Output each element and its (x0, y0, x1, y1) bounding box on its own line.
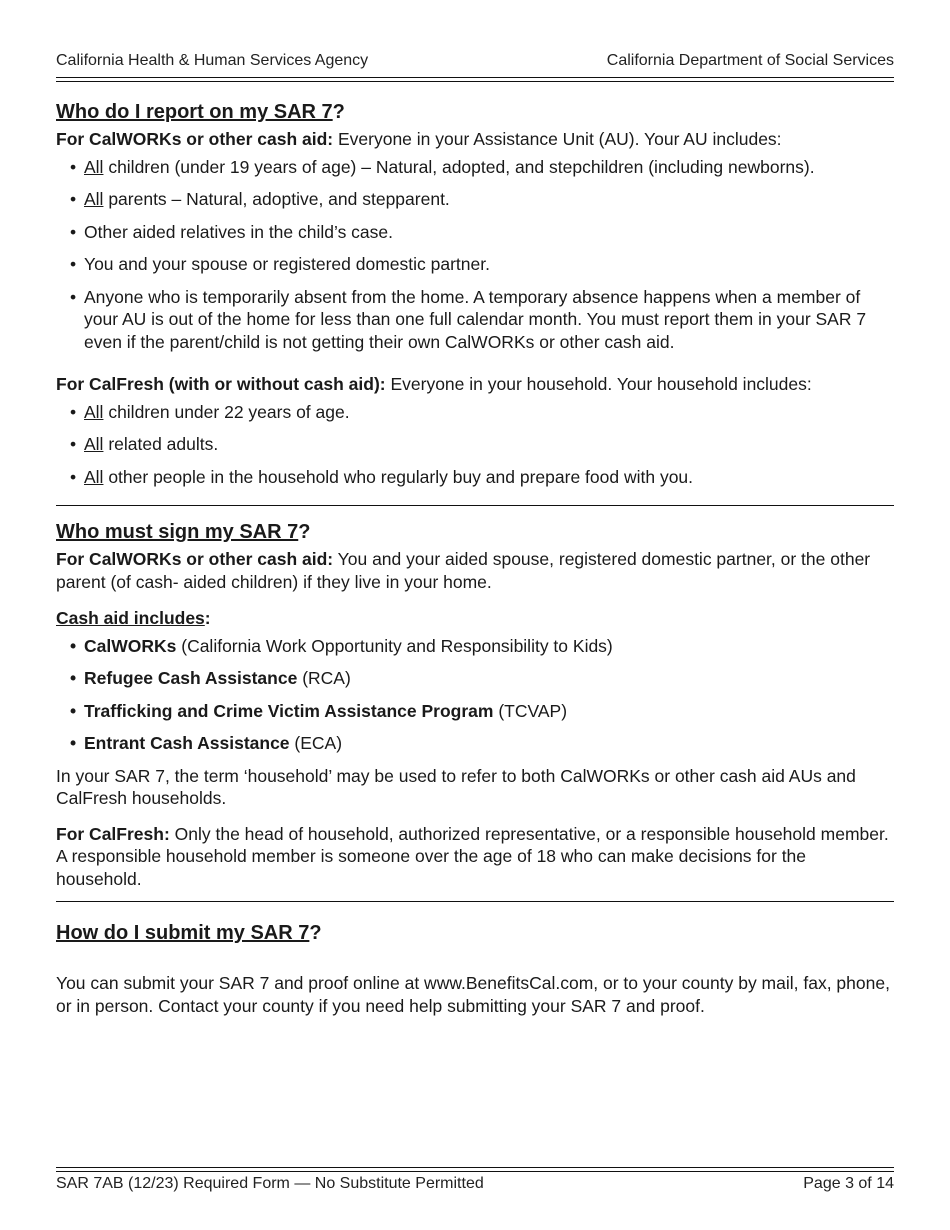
page-header (56, 52, 894, 70)
page-footer (56, 1175, 894, 1193)
report-section (56, 100, 894, 488)
submit-text: You can submit your SAR 7 and proof online at www.BenefitsCal.com, or to your county by mail, fax, phone, or in person. Contact your county if you need help submitting your SAR 7 and proof. (56, 973, 890, 1016)
submit-heading: How do I submit my SAR 7? (56, 922, 322, 944)
header-agency: California Health & Human Services Agency (56, 52, 369, 69)
report-heading: Who do I report on my SAR 7? (56, 101, 345, 123)
section-divider (56, 505, 894, 506)
list-item: • All children under 22 years of age. (56, 401, 894, 424)
footer-rule (56, 1167, 894, 1168)
list-item: • Refugee Cash Assistance (RCA) (56, 667, 894, 690)
cash-aid-includes-label: Cash aid includes: (56, 608, 211, 628)
cash-aid-programs-list (56, 635, 894, 755)
household-note: In your SAR 7, the term ‘household’ may be used to refer to both CalWORKs or other cash aid AUs and CalFresh households. (56, 765, 856, 808)
list-item: • You and your spouse or registered domestic partner. (56, 253, 894, 276)
list-item: • CalWORKs (California Work Opportunity and Responsibility to Kids) (56, 635, 894, 658)
submit-section (56, 921, 894, 1017)
sign-section (56, 520, 894, 890)
header-rule (56, 77, 894, 78)
sign-heading: Who must sign my SAR 7? (56, 521, 311, 543)
footer-rule (56, 1171, 894, 1172)
report-calfresh-intro: For CalFresh (with or without cash aid): Everyone in your household. Your household includes: (56, 374, 812, 394)
list-item: • Other aided relatives in the child’s case. (56, 221, 894, 244)
list-item: • All children (under 19 years of age) – Natural, adopted, and stepchildren (including newborns). (56, 156, 894, 179)
sign-calfresh-text: For CalFresh: Only the head of household, authorized representative, or a responsible household member. A responsible household member is someone over the age of 18 who can make decisions for the household. (56, 823, 889, 889)
list-item: • Anyone who is temporarily absent from the home. A temporary absence happens when a member of your AU is out of the home for less than one full calendar month. You must report them in your SAR 7 even if the parent/child is not getting their own CalWORKs or other cash aid. (56, 286, 894, 354)
list-item: • All parents – Natural, adoptive, and stepparent. (56, 188, 894, 211)
header-rule (56, 81, 894, 82)
page-number: Page 3 of 14 (803, 1175, 894, 1192)
report-cash-list (56, 156, 894, 354)
sign-cash-text: For CalWORKs or other cash aid: You and your aided spouse, registered domestic partner, or the other parent (of cash- aided children) if they live in your home. (56, 549, 871, 592)
header-department: California Department of Social Services (606, 52, 894, 69)
list-item: • Entrant Cash Assistance (ECA) (56, 732, 894, 755)
list-item: • Trafficking and Crime Victim Assistance Program (TCVAP) (56, 700, 894, 723)
form-id: SAR 7AB (12/23) Required Form — No Substitute Permitted (56, 1175, 484, 1192)
list-item: • All other people in the household who regularly buy and prepare food with you. (56, 466, 894, 489)
list-item: • All related adults. (56, 433, 894, 456)
section-divider (56, 901, 894, 902)
report-calfresh-list (56, 401, 894, 489)
report-cash-intro: For CalWORKs or other cash aid: Everyone in your Assistance Unit (AU). Your AU includes: (56, 129, 782, 149)
